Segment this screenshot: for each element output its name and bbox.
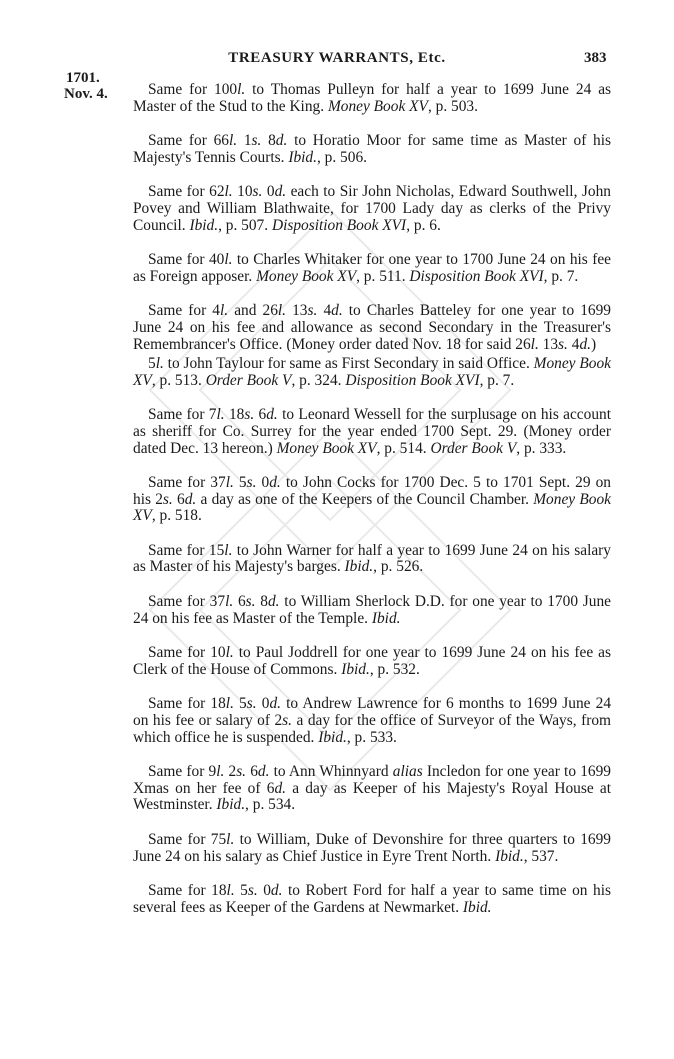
text-run: to William, Duke of Devonshire for three quarters to 1699 June 24 on his salary as Chief Justice in Eyre Trent North. — [133, 831, 611, 865]
running-header-title: TREASURY WARRANTS, Etc. — [228, 50, 446, 66]
text-run: 4 — [567, 335, 580, 353]
text-run: , p. 513. — [151, 371, 206, 389]
warrant-entry — [133, 303, 611, 389]
text-run: , p. 507. — [218, 216, 272, 234]
italic-run: l. — [225, 644, 234, 662]
italic-run: l. — [225, 474, 234, 492]
italic-run: s. — [252, 183, 263, 201]
warrant-entry — [133, 475, 611, 525]
text-run: to Andrew Lawrence for 6 months to 1699 June 24 on his fee or salary of 2 — [133, 695, 612, 730]
text-run: to Charles Batteley for one year to 1699 June 24 on his fee and allowance as second Secondary in the Treasurer's Remembrancer's Office. (Money order dated Nov. 18 for said 26 — [133, 302, 612, 353]
text-run: 0 — [256, 695, 270, 713]
text-run: 0 — [262, 183, 275, 201]
text-run: , p. 333. — [516, 439, 567, 457]
warrant-entry — [133, 407, 611, 457]
text-run: to Paul Joddrell for one year to 1699 June 24 on his fee as Clerk of the House of Commons. — [133, 644, 611, 678]
text-run: to Robert Ford for half a year to same time on his several fees as Keeper of the Gardens at Newmarket. — [133, 882, 611, 916]
text-run: a day for the office of Surveyor of the Ways, from which office he is suspended. — [133, 712, 611, 746]
text-run: Same for 7 — [148, 406, 217, 424]
text-run: 8 — [261, 132, 276, 150]
text-run: 5 — [233, 474, 247, 492]
italic-run: s. — [251, 132, 262, 150]
text-run: Same for 15 — [148, 541, 225, 559]
italic-run: Disposition Book XVI — [345, 371, 480, 389]
text-run: to John Warner for half a year to 1699 June 24 on his salary as Master of his Majesty's barges. — [133, 541, 611, 576]
text-run: Incledon for one year to 1699 Xmas on her fee of 6 — [133, 763, 611, 797]
margin-date: Nov. 4. — [64, 86, 108, 102]
italic-run: l. — [224, 183, 233, 201]
italic-run: l. — [237, 81, 246, 98]
text-run: Same for 10 — [148, 644, 226, 662]
italic-run: d. — [270, 882, 283, 900]
warrant-entry — [133, 184, 611, 234]
italic-run: Ibid. — [371, 609, 401, 627]
text-run: , p. 324. — [291, 371, 346, 389]
text-run: , p. 6. — [406, 216, 441, 234]
text-run: Same for 18 — [148, 695, 226, 713]
text-run: , p. 7. — [479, 371, 515, 389]
text-run: 6 — [172, 490, 185, 508]
text-run: 13 — [538, 335, 559, 353]
text-run: 6 — [246, 763, 258, 781]
text-run: each to Sir John Nicholas, Edward Southwell, John Povey and William Blathwaite, for 1700 Lady day as clerks of the Privy Council. — [133, 183, 611, 234]
italic-run: Money Book XV — [256, 267, 357, 285]
text-run: , p. 511. — [356, 267, 410, 285]
italic-run: l. — [226, 831, 235, 848]
text-run: Same for 66 — [148, 132, 229, 150]
text-run: ) — [590, 335, 597, 353]
warrant-subentry — [133, 356, 611, 389]
text-run: , p. 514. — [376, 439, 431, 457]
italic-run: l. — [216, 763, 225, 781]
text-run: 6 — [254, 406, 267, 424]
italic-run: d. — [331, 302, 343, 320]
italic-run: Money Book XV — [276, 439, 377, 457]
warrant-entry — [133, 696, 611, 746]
text-run: , p. 534. — [245, 796, 296, 814]
italic-run: alias — [392, 763, 423, 781]
italic-run: s. — [245, 593, 256, 611]
warrant-entry — [133, 543, 611, 576]
text-run: Same for 18 — [148, 882, 227, 900]
text-run: 0 — [257, 882, 271, 900]
italic-run: Money Book XV — [133, 490, 611, 525]
italic-run: l. — [155, 355, 164, 373]
text-run: 8 — [255, 593, 268, 611]
warrant-entry — [133, 645, 611, 678]
italic-run: s. — [307, 302, 318, 320]
italic-run: Ibid. — [216, 796, 246, 814]
text-run: Same for 100 — [148, 81, 238, 98]
italic-run: d. — [579, 335, 591, 353]
text-run: 0 — [256, 474, 270, 492]
text-run: , 537. — [523, 847, 559, 865]
text-run: 5 — [148, 355, 156, 373]
italic-run: d. — [269, 695, 281, 713]
italic-run: l. — [220, 302, 229, 320]
text-run: , p. 526. — [373, 558, 424, 576]
italic-run: Ibid. — [189, 216, 219, 234]
text-run: to Thomas Pulleyn for half a year to 1699 June 24 as Master of the Stud to the King. — [133, 81, 612, 115]
text-run: Same for 75 — [148, 831, 227, 848]
italic-run: Ibid. — [344, 558, 374, 576]
italic-run: s. — [247, 882, 258, 900]
italic-run: d. — [257, 763, 270, 781]
warrant-entry — [133, 764, 611, 814]
italic-run: l. — [226, 882, 235, 900]
text-run: 18 — [224, 406, 245, 424]
italic-run: Ibid. — [318, 728, 347, 746]
italic-run: s. — [558, 335, 568, 353]
italic-run: s. — [246, 695, 257, 713]
italic-run: Order Book V — [205, 371, 292, 389]
page-number: 383 — [584, 50, 607, 66]
text-run: Same for 37 — [148, 474, 226, 492]
italic-run: l. — [224, 251, 233, 269]
italic-run: l. — [228, 132, 238, 150]
italic-run: l. — [225, 593, 234, 611]
italic-run: l. — [224, 541, 233, 559]
text-run: 6 — [233, 593, 246, 611]
text-run: Same for 37 — [148, 593, 226, 611]
italic-run: s. — [244, 406, 255, 424]
text-run: 5 — [233, 695, 247, 713]
italic-run: d. — [184, 490, 197, 508]
text-run: to John Taylour for same as First Secondary in said Office. — [163, 355, 534, 373]
text-run: 13 — [286, 302, 308, 320]
margin-year: 1701. — [66, 70, 100, 86]
italic-run: s. — [162, 490, 173, 508]
text-run: Same for 9 — [148, 763, 217, 781]
text-run: Same for 4 — [148, 302, 220, 320]
italic-run: d. — [267, 593, 280, 611]
italic-run: s. — [246, 474, 257, 492]
italic-run: l. — [277, 302, 287, 320]
italic-run: l. — [216, 406, 225, 424]
italic-run: Money Book XV — [327, 97, 428, 115]
text-run: to Horatio Moor for same time as Master of his Majesty's Tennis Courts. — [133, 132, 611, 166]
italic-run: d. — [275, 132, 288, 150]
italic-run: d. — [274, 183, 287, 201]
warrant-entry — [133, 252, 611, 285]
text-run: 1 — [237, 132, 252, 150]
warrant-entry — [133, 133, 611, 166]
warrant-entry — [133, 594, 611, 627]
italic-run: Money Book XV — [133, 355, 611, 389]
text-run: , p. 503. — [427, 97, 478, 115]
text-run: to William Sherlock D.D. for one year to 1700 June 24 on his fee as Master of the Temple. — [133, 593, 611, 627]
text-run: to Charles Whitaker for one year to 1700 June 24 on his fee as Foreign apposer. — [133, 251, 611, 285]
italic-run: Disposition Book XVI — [409, 267, 544, 285]
italic-run: d. — [274, 779, 286, 797]
text-run: 5 — [234, 882, 248, 900]
text-run: 10 — [232, 183, 253, 201]
text-run: , p. 532. — [369, 660, 420, 678]
italic-run: d. — [266, 406, 278, 424]
text-run: , p. 506. — [316, 148, 367, 166]
italic-run: Disposition Book XVI — [271, 216, 407, 234]
text-run: to Leonard Wessell for the surplusage on his account as sheriff for Co. Surrey for the year ended 1700 Sept. 29. (Money order dated Dec. 13 hereon.) — [133, 406, 611, 457]
italic-run: s. — [282, 712, 293, 730]
text-run: Same for 62 — [148, 183, 225, 201]
italic-run: l. — [225, 695, 234, 713]
warrant-entry — [133, 82, 611, 115]
text-run: to Ann Whinnyard — [269, 763, 393, 781]
warrant-entry — [133, 883, 611, 916]
italic-run: d. — [269, 474, 281, 492]
italic-run: Ibid. — [341, 660, 370, 678]
text-run: 4 — [317, 302, 332, 320]
italic-run: s. — [236, 763, 247, 781]
text-run: and 26 — [228, 302, 278, 320]
italic-run: Ibid. — [288, 148, 317, 166]
text-run: , p. 7. — [543, 267, 579, 285]
italic-run: Ibid. — [462, 898, 492, 916]
text-run: a day as Keeper of his Majesty's Royal House at Westminster. — [133, 779, 611, 814]
text-run: 2 — [224, 763, 237, 781]
italic-run: Order Book V — [430, 439, 517, 457]
text-run: a day as one of the Keepers of the Council Chamber. — [196, 490, 534, 508]
text-run: to John Cocks for 1700 Dec. 5 to 1701 Sept. 29 on his 2 — [133, 474, 611, 508]
text-run: , p. 533. — [346, 728, 397, 746]
italic-run: Ibid. — [495, 847, 524, 865]
italic-run: l. — [530, 335, 539, 353]
text-run: Same for 40 — [148, 251, 225, 269]
document-body — [133, 82, 611, 934]
warrant-entry — [133, 832, 611, 865]
text-run: , p. 518. — [151, 507, 202, 525]
